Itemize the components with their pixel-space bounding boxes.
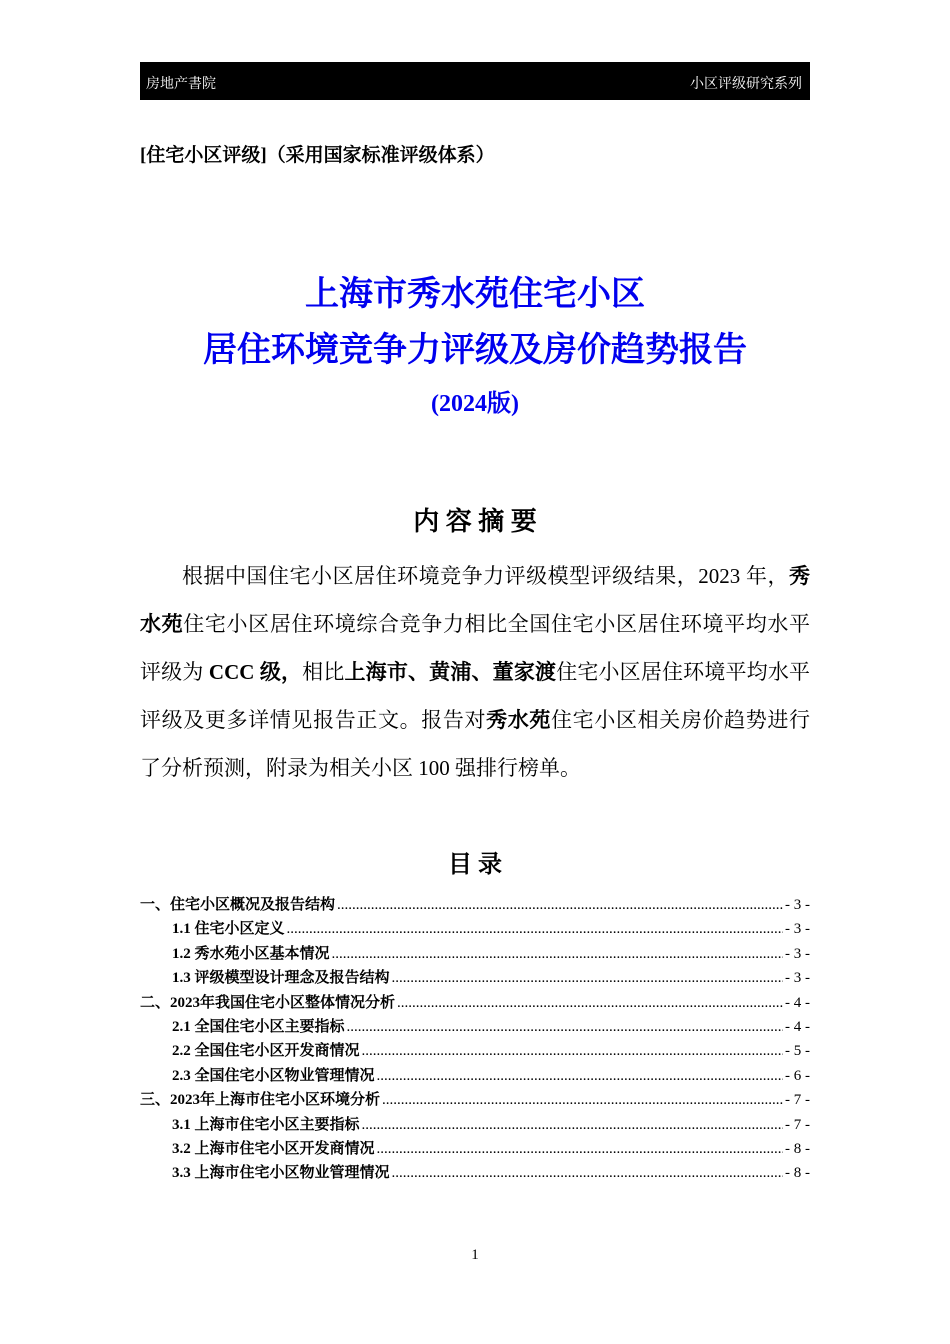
toc-page-number: - 4 -: [785, 1019, 810, 1036]
toc-item-label: 3.2 上海市住宅小区开发商情况: [172, 1141, 375, 1158]
toc-item-label: 3.1 上海市住宅小区主要指标: [172, 1116, 360, 1133]
toc-heading: 目 录: [448, 852, 502, 878]
toc-item[interactable]: [140, 1088, 810, 1112]
toc-item[interactable]: [140, 917, 810, 941]
toc-leader-dots: [382, 1088, 783, 1112]
abstract-bold-segment: 上海市、黄浦、董家渡: [344, 660, 557, 684]
toc-page-number: - 8 -: [785, 1141, 810, 1158]
toc-item[interactable]: [140, 1137, 810, 1161]
toc-page-number: - 7 -: [785, 1092, 810, 1109]
toc-item-label: 1.1 住宅小区定义: [172, 921, 285, 938]
toc-leader-dots: [287, 917, 783, 941]
toc-page-number: - 7 -: [785, 1116, 810, 1133]
toc-page-number: - 3 -: [785, 897, 810, 913]
toc-page-number: - 3 -: [785, 970, 810, 987]
toc-leader-dots: [362, 1113, 783, 1137]
header-left-text: 房地产書院: [146, 77, 216, 92]
toc-item-label: 2.2 全国住宅小区开发商情况: [172, 1043, 360, 1060]
toc-leader-dots: [392, 1161, 783, 1185]
toc-leader-dots: [347, 1015, 783, 1039]
toc-item[interactable]: [140, 1161, 810, 1185]
toc-page-number: - 3 -: [785, 921, 810, 938]
abstract-paragraph: [140, 552, 810, 792]
toc-item[interactable]: [140, 942, 810, 966]
toc-leader-dots: [337, 893, 783, 917]
toc-item-label: 3.3 上海市住宅小区物业管理情况: [172, 1165, 390, 1182]
toc-leader-dots: [377, 1137, 783, 1161]
abstract-segment: 住宅小区相关房价趋势进行了分析预测，附录为相关小区 100 强排行榜单。: [140, 708, 811, 780]
toc-item[interactable]: [140, 1039, 810, 1063]
toc-leader-dots: [377, 1064, 783, 1088]
rating-system-tagline: [住宅小区评级]（采用国家标准评级体系）: [140, 145, 495, 166]
report-version: (2024版): [431, 391, 519, 417]
toc-item-label: 2.3 全国住宅小区物业管理情况: [172, 1067, 375, 1084]
toc-item[interactable]: [140, 1015, 810, 1039]
toc-list: [140, 893, 810, 1186]
toc-item[interactable]: [140, 991, 810, 1015]
toc-item-label: 2.1 全国住宅小区主要指标: [172, 1019, 345, 1036]
toc-page-number: - 3 -: [785, 945, 810, 962]
report-title-line2: 居住环境竞争力评级及房价趋势报告: [203, 332, 747, 369]
header-right-text: 小区评级研究系列: [690, 77, 802, 92]
abstract-bold-segment: CCC 级，: [208, 660, 303, 684]
page-header-bar: [140, 62, 810, 100]
page-number: 1: [471, 1247, 479, 1263]
toc-item-label: 1.3 评级模型设计理念及报告结构: [172, 970, 390, 987]
toc-item-label: 二、2023年我国住宅小区整体情况分析: [140, 994, 396, 1011]
toc-item[interactable]: [140, 966, 810, 990]
abstract-bold-segment: 秀水苑: [486, 708, 552, 732]
toc-page-number: - 8 -: [785, 1165, 810, 1182]
toc-item[interactable]: [140, 1113, 810, 1137]
abstract-heading: 内 容 摘 要: [413, 507, 537, 536]
toc-leader-dots: [362, 1039, 783, 1063]
abstract-bold-segment: 秀水苑: [140, 564, 810, 636]
report-title-line1: 上海市秀水苑住宅小区: [305, 276, 645, 313]
toc-item-label: 1.2 秀水苑小区基本情况: [172, 945, 330, 962]
report-title-block: [140, 267, 810, 419]
abstract-segment: 住宅小区居住环境平均水平评级及更多详情见报告正文。报告对: [140, 660, 811, 732]
toc-page-number: - 5 -: [785, 1043, 810, 1060]
toc-leader-dots: [392, 966, 783, 990]
toc-leader-dots: [397, 991, 783, 1015]
abstract-segment: 相比: [302, 660, 345, 684]
toc-page-number: - 4 -: [785, 994, 810, 1011]
abstract-segment: 根据中国住宅小区居住环境竞争力评级模型评级结果，2023 年，: [182, 564, 789, 588]
toc-item[interactable]: [140, 1064, 810, 1088]
toc-item-label: 三、2023年上海市住宅小区环境分析: [140, 1092, 381, 1109]
abstract-segment: 住宅小区居住环境综合竞争力相比全国住宅小区居住环境平均水平评级为: [140, 612, 811, 684]
toc-leader-dots: [332, 942, 783, 966]
toc-page-number: - 6 -: [785, 1067, 810, 1084]
toc-item-label: 一、住宅小区概况及报告结构: [140, 897, 336, 913]
toc-item[interactable]: [140, 893, 810, 917]
